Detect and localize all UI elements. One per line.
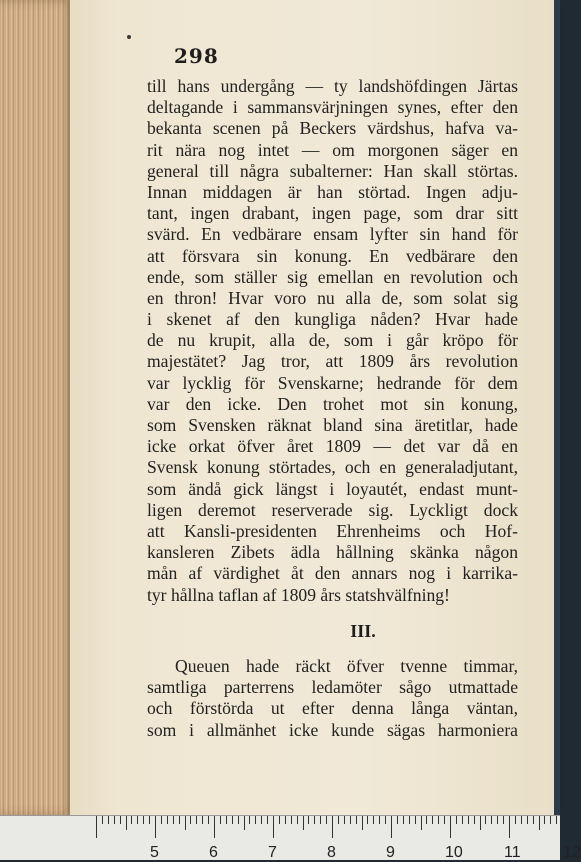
ruler-tick [308, 816, 309, 824]
ruler-tick [415, 816, 416, 824]
ruler-tick [131, 816, 132, 824]
ruler-label: 6 [209, 844, 218, 861]
ruler-tick [149, 816, 150, 824]
ruler-tick [185, 816, 186, 830]
ruler-tick [126, 816, 127, 830]
text-line: tyr hållna taflan af 1809 års statshvälfning! [147, 584, 450, 605]
ruler-tick [291, 816, 292, 824]
ruler-tick [273, 816, 274, 838]
text-line: som i allmänhet icke kunde sägas harmoniera [147, 719, 518, 740]
page-number: 298 [174, 44, 219, 68]
ruler-tick [379, 816, 380, 824]
ruler-tick [509, 816, 510, 838]
ruler-tick [96, 816, 97, 838]
text-line: var lycklig för Svenskarne; hedrande för dem [147, 372, 518, 393]
ruler-label: 12 [563, 844, 581, 861]
ruler-tick [544, 816, 545, 824]
ruler-tick [261, 816, 262, 824]
ruler-tick [120, 816, 121, 824]
text-line: mån af värdighet åt den annars nog i karrika- [147, 563, 518, 584]
ruler-label: 8 [327, 844, 336, 861]
ruler-tick [403, 816, 404, 824]
ruler-tick [385, 816, 386, 824]
ruler-tick [456, 816, 457, 824]
ruler-tick [202, 816, 203, 824]
ruler-tick [533, 816, 534, 824]
ruler-tick [350, 816, 351, 824]
ruler-tick [373, 816, 374, 824]
ruler-tick [367, 816, 368, 824]
text-line: Queuen hade räckt öfver tvenne timmar, [175, 656, 518, 676]
measurement-ruler [0, 815, 581, 861]
ruler-tick [232, 816, 233, 824]
ruler-tick [226, 816, 227, 824]
ruler-tick [137, 816, 138, 824]
ruler-tick [190, 816, 191, 824]
ruler-tick [314, 816, 315, 824]
ruler-tick [491, 816, 492, 824]
text-line: samtliga parterrens ledamöter sågo utmattade [147, 677, 518, 698]
ruler-tick [497, 816, 498, 824]
ruler-tick [279, 816, 280, 824]
ruler-tick [196, 816, 197, 824]
ruler-tick [267, 816, 268, 824]
ruler-tick [244, 816, 245, 830]
ruler-tick [143, 816, 144, 824]
book-page-edges [0, 0, 78, 815]
text-line: en thron! Hvar voro nu alla de, som solat sig [147, 287, 518, 308]
ruler-label: 7 [268, 844, 277, 861]
text-line: var den icke. Den trohet mot sin konung, [147, 393, 518, 414]
text-line: att försvara sin konung. En vedbärare den [147, 245, 518, 266]
ruler-tick [550, 816, 551, 824]
ruler-tick [556, 816, 557, 824]
ruler-tick [238, 816, 239, 824]
ruler-tick [515, 816, 516, 824]
text-line: ligen deremot reserverade sig. Lyckligt dock [147, 499, 518, 520]
ruler-tick [208, 816, 209, 824]
body-text [147, 76, 518, 606]
ruler-tick [102, 816, 103, 824]
text-line: tant, ingen drabant, ingen page, som drar sitt [147, 203, 518, 224]
ruler-tick [438, 816, 439, 824]
ruler-label: 10 [445, 844, 463, 861]
ruler-tick [503, 816, 504, 824]
text-line: deltagande i sammansvärjningen synes, efter den [147, 97, 518, 118]
ruler-tick [297, 816, 298, 824]
ruler-tick [214, 816, 215, 838]
ruler-tick [421, 816, 422, 830]
text-line: rit nära nog intet — om morgonen säger en [147, 139, 518, 160]
background-strip [554, 0, 560, 815]
ruler-tick [320, 816, 321, 824]
ruler-label: 5 [150, 844, 159, 861]
ruler-tick [409, 816, 410, 824]
ruler-tick [521, 816, 522, 824]
ruler-tick [285, 816, 286, 824]
text-line: icke orkat öfver året 1809 — det var då en [147, 436, 518, 457]
text-line: de nu krupit, alla de, som i går kröpo för [147, 330, 518, 351]
ruler-tick [397, 816, 398, 824]
ruler-tick [480, 816, 481, 830]
ruler-label: 9 [386, 844, 395, 861]
ruler-tick [173, 816, 174, 824]
ruler-tick [332, 816, 333, 838]
ruler-tick [179, 816, 180, 824]
text-line: majestätet? Jag tror, att 1809 års revolution [147, 351, 518, 372]
ruler-tick [426, 816, 427, 824]
ruler-tick [108, 816, 109, 824]
ruler-tick [474, 816, 475, 824]
ruler-tick [527, 816, 528, 824]
text-line: bekanta scenen på Beckers värdshus, hafva va- [147, 118, 518, 139]
text-line: som Svensken räknat bland sina äretitlar, hade [147, 415, 518, 435]
ruler-tick [167, 816, 168, 824]
ruler-tick [485, 816, 486, 824]
text-line: general till några subalterner: Han skall störtas. [147, 160, 518, 181]
ruler-tick [161, 816, 162, 824]
text-line: i skenet af den kungliga nåden? Hvar hade [147, 309, 518, 330]
ruler-tick [220, 816, 221, 824]
section-heading: III. [350, 621, 376, 641]
ruler-tick [255, 816, 256, 824]
ruler-tick [462, 816, 463, 824]
text-line: och förstörda ut efter denna långa väntan, [147, 698, 518, 719]
ruler-tick [155, 816, 156, 838]
ruler-tick [344, 816, 345, 824]
ruler-tick [468, 816, 469, 824]
text-line: svärd. En vedbärare ensam lyfter sin hand för [147, 224, 518, 245]
ruler-tick [539, 816, 540, 830]
ruler-tick [391, 816, 392, 838]
ruler-tick [114, 816, 115, 824]
page-mark [127, 35, 131, 39]
ruler-tick [249, 816, 250, 824]
text-line: kansleren Zibets ädla hållning skänka någon [147, 542, 518, 563]
text-line: Svensk konung störtades, och en generaladjutant, [147, 457, 518, 478]
ruler-label: 11 [504, 844, 521, 861]
text-line: som ändå gick längst i loyautét, endast munt- [147, 478, 518, 499]
text-line: att Kansli-presidenten Ehrenheims och Hof- [147, 520, 518, 541]
ruler-tick [338, 816, 339, 824]
ruler-tick [450, 816, 451, 838]
ruler-tick [303, 816, 304, 830]
text-line: Innan middagen är han störtad. Ingen adju- [147, 181, 518, 202]
ruler-tick [432, 816, 433, 824]
ruler-tick [356, 816, 357, 824]
text-line: ende, som ställer sig emellan en revolution och [147, 266, 518, 287]
ruler-tick [362, 816, 363, 830]
ruler-tick [444, 816, 445, 824]
text-line: till hans undergång — ty landshöfdingen Järtas [147, 76, 518, 96]
ruler-tick [326, 816, 327, 824]
section-body-text [147, 656, 518, 741]
